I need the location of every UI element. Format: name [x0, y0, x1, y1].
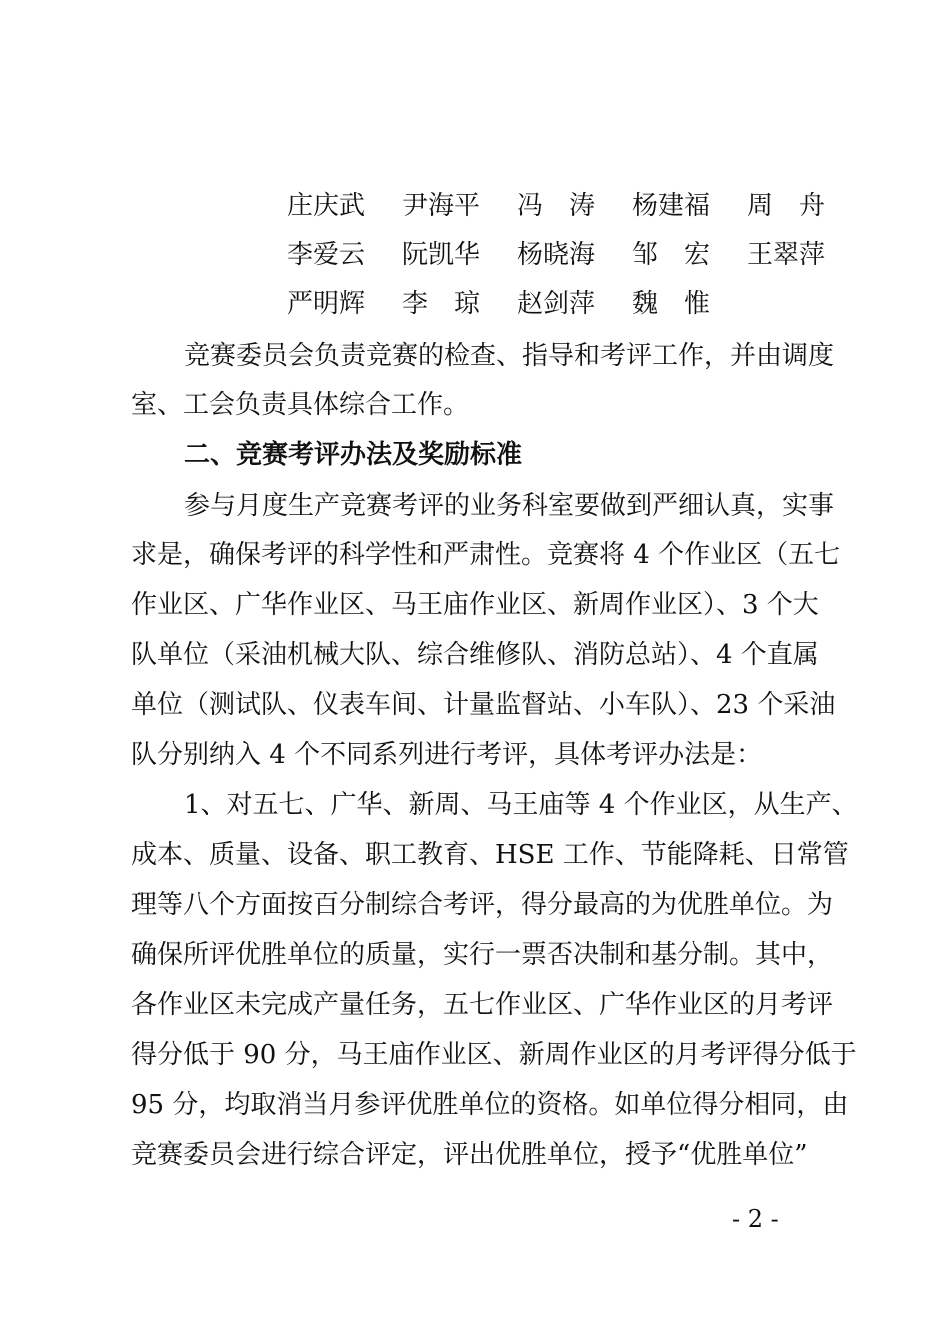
paragraph-line: 竞赛委员会负责竞赛的检查、指导和考评工作，并由调度 — [184, 341, 835, 371]
paragraph-line: 参与月度生产竞赛考评的业务科室要做到严细认真，实事 — [184, 491, 835, 521]
person-name: 庄庆武 — [287, 191, 366, 221]
person-name: 邹 宏 — [632, 240, 711, 270]
paragraph-line: 竞赛委员会进行综合评定，评出优胜单位，授予“优胜单位” — [131, 1140, 808, 1170]
section-heading: 二、竞赛考评办法及奖励标准 — [184, 440, 523, 470]
person-name: 李 琼 — [402, 289, 481, 319]
paragraph-line: 队单位（采油机械大队、综合维修队、消防总站）、4 个直属 — [131, 640, 819, 670]
person-name: 李爱云 — [287, 240, 366, 270]
paragraph-line: 95 分，均取消当月参评优胜单位的资格。如单位得分相同，由 — [131, 1090, 849, 1120]
person-name: 尹海平 — [402, 191, 481, 221]
person-name: 杨晓海 — [517, 240, 596, 270]
paragraph-line: 求是，确保考评的科学性和严肃性。竞赛将 4 个作业区（五七 — [131, 540, 841, 570]
person-name: 赵剑萍 — [517, 289, 596, 319]
person-name: 严明辉 — [287, 289, 366, 319]
person-name: 冯 涛 — [517, 191, 596, 221]
person-name: 杨建福 — [632, 191, 711, 221]
paragraph-line: 确保所评优胜单位的质量，实行一票否决制和基分制。其中， — [131, 940, 834, 970]
paragraph-line: 理等八个方面按百分制综合考评，得分最高的为优胜单位。为 — [131, 890, 834, 920]
person-name: 王翠萍 — [747, 240, 826, 270]
paragraph-line: 室、工会负责具体综合工作。 — [131, 390, 470, 420]
page-number: - 2 - — [732, 1205, 779, 1233]
paragraph-line: 队分别纳入 4 个不同系列进行考评，具体考评办法是： — [131, 740, 763, 770]
paragraph-line: 1、对五七、广华、新周、马王庙等 4 个作业区，从生产、 — [184, 790, 858, 820]
person-name: 魏 惟 — [632, 289, 711, 319]
paragraph-line: 各作业区未完成产量任务，五七作业区、广华作业区的月考评 — [131, 990, 834, 1020]
paragraph-line: 成本、质量、设备、职工教育、HSE 工作、节能降耗、日常管 — [131, 840, 849, 870]
paragraph-line: 作业区、广华作业区、马王庙作业区、新周作业区）、3 个大 — [131, 590, 819, 620]
paragraph-line: 单位（测试队、仪表车间、计量监督站、小车队）、23 个采油 — [131, 690, 836, 720]
paragraph-line: 得分低于 90 分，马王庙作业区、新周作业区的月考评得分低于 — [131, 1040, 857, 1070]
person-name: 阮凯华 — [402, 240, 481, 270]
person-name: 周 舟 — [747, 191, 826, 221]
